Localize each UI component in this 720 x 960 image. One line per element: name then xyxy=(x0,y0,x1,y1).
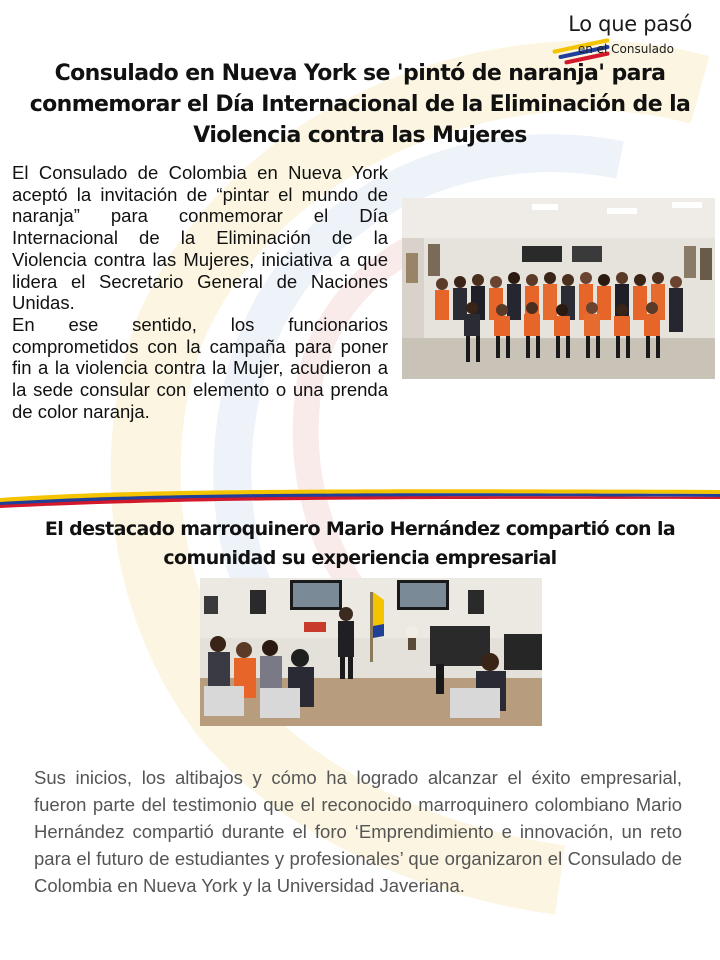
logo-subtitle: en el Consulado xyxy=(577,42,674,56)
article-1-group-photo xyxy=(402,198,715,379)
article-1-body xyxy=(12,162,388,422)
article-2-title: El destacado marroquinero Mario Hernández compartió con la comunidad su experiencia empresarial xyxy=(44,518,676,569)
event-photo-illustration xyxy=(200,578,542,726)
article-1-paragraph-2: En ese sentido, los funcionarios comprometidos con la campaña para poner fin a la violencia contra la Mujer, acudieron a la sede consular con elemento o una prenda de color naranja. xyxy=(12,313,388,422)
article-1-title: Consulado en Nueva York se 'pintó de naranja' para conmemorar el Día Internacional de la Eliminación de la Violencia contra las Mujeres xyxy=(29,61,691,148)
flag-stripe-divider xyxy=(0,484,720,508)
logo-title: Lo que pasó xyxy=(568,12,692,36)
group-photo-illustration xyxy=(402,198,715,379)
article-1-paragraph-1: El Consulado de Colombia en Nueva York aceptó la invitación de “pintar el mundo de naranja” para conmemorar el Día Internacional de la Eliminación de la Violencia contra las Mujeres, iniciativa a que lidera el Secretario General de Naciones Unidas. xyxy=(12,162,388,314)
article-2-event-photo xyxy=(200,578,542,726)
article-2-body: Sus inicios, los altibajos y cómo ha logrado alcanzar el éxito empresarial, fueron parte del testimonio que el reconocido marroquinero colombiano Mario Hernández compartió durante el foro ‘Emprendimiento e innovación, un reto para el futuro de estudiantes y profesionales’ que organizaron el Consulado de Colombia en Nueva York y la Universidad Javeriana. xyxy=(34,767,682,896)
brand-logo xyxy=(550,8,710,64)
